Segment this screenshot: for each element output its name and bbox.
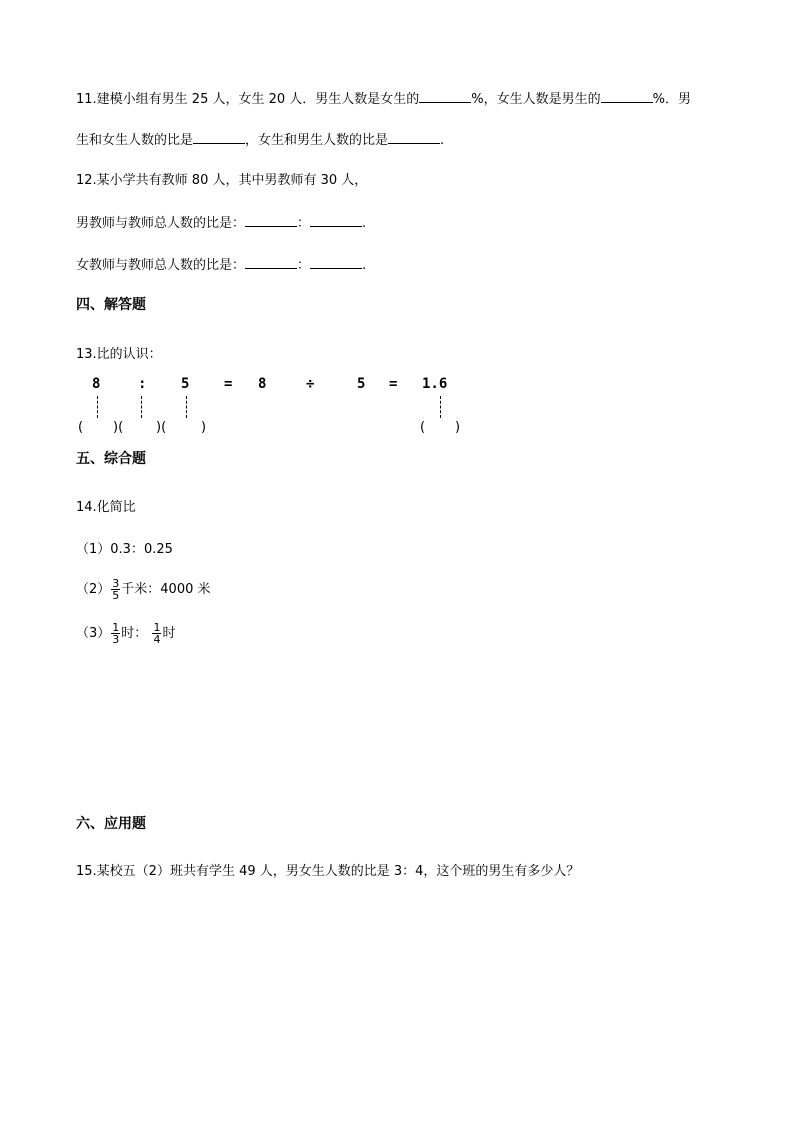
q11-blank-1[interactable]	[419, 88, 471, 103]
q12-female-blank-1[interactable]	[245, 254, 297, 269]
q13-dash-e	[440, 396, 441, 418]
q14-item3-fraction-1	[111, 622, 120, 645]
q11-text-d: 生和女生人数的比是	[76, 133, 194, 148]
q13-term-a: 8	[92, 376, 101, 392]
q14-item3-prefix: （3）	[76, 626, 111, 641]
q11-text-c: %．男	[652, 92, 692, 107]
section5-title: 五、综合题	[76, 451, 146, 467]
q15-text: 15.某校五（2）班共有学生 49 人，男女生人数的比是 3：4，这个班的男生有多少人？	[76, 864, 580, 879]
q13-paren-d: )	[201, 420, 207, 435]
q14-item2-fraction	[111, 578, 120, 601]
fraction-denominator: 5	[112, 589, 120, 602]
q14-item2-suffix: 千米：4000 米	[121, 582, 211, 597]
q13-ratio-sign: :	[138, 376, 147, 392]
q13-dash-b	[186, 396, 187, 418]
q13-divide-sign: ÷	[306, 376, 315, 392]
q12-male-label: 男教师与教师总人数的比是：	[76, 216, 246, 231]
q12-period-2: .	[362, 258, 367, 273]
fraction-numerator: 3	[112, 577, 120, 590]
q13-paren-c: )(	[156, 420, 167, 435]
q11-text-f: .	[440, 133, 445, 148]
q11-text-a: 11.建模小组有男生 25 人，女生 20 人．男生人数是女生的	[76, 92, 420, 107]
q12-female-blank-2[interactable]	[310, 254, 362, 269]
q13-term-c: 8	[258, 376, 267, 392]
q11-blank-4[interactable]	[388, 129, 440, 144]
q13-title: 13.比的认识：	[76, 347, 162, 362]
q14-item2-prefix: （2）	[76, 582, 111, 597]
q12-female-label: 女教师与教师总人数的比是：	[76, 258, 246, 273]
q11-text-e: ，女生和男生人数的比是	[245, 133, 389, 148]
q14-item3-suffix: 时	[162, 626, 176, 641]
q13-term-e: 1.6	[422, 376, 448, 392]
section4-title: 四、解答题	[76, 297, 146, 313]
q14-item1: （1）0.3：0.25	[76, 542, 173, 557]
fraction-denominator: 3	[112, 633, 120, 646]
q13-dash-a	[97, 396, 98, 418]
fraction-numerator: 1	[112, 621, 120, 634]
q14-item3-mid: 时：	[121, 626, 148, 641]
q12-female-line	[76, 254, 366, 276]
q13-paren-b: )(	[113, 420, 124, 435]
q12-intro: 12.某小学共有教师 80 人，其中男教师有 30 人，	[76, 173, 368, 188]
q12-period: .	[362, 216, 367, 231]
section6-title: 六、应用题	[76, 816, 146, 832]
q13-equals-1: =	[224, 376, 233, 392]
fraction-numerator: 1	[153, 621, 161, 634]
q13-term-d: 5	[357, 376, 366, 392]
q13-dash-colon	[141, 396, 142, 418]
q12-male-line	[76, 212, 366, 234]
q11-blank-2[interactable]	[601, 88, 653, 103]
q13-paren-f: )	[455, 420, 461, 435]
q11-line1	[76, 88, 691, 110]
q12-male-blank-1[interactable]	[245, 212, 297, 227]
q13-paren-a: (	[78, 420, 84, 435]
q13-term-b: 5	[181, 376, 190, 392]
q13-equals-2: =	[389, 376, 398, 392]
fraction-denominator: 4	[153, 633, 161, 646]
q11-text-b: %，女生人数是男生的	[471, 92, 601, 107]
q11-line2	[76, 129, 444, 151]
q14-item3-fraction-2	[152, 622, 161, 645]
q14-item2	[76, 578, 211, 601]
q11-blank-3[interactable]	[193, 129, 245, 144]
q14-title: 14.化简比	[76, 500, 136, 515]
q13-paren-e: (	[420, 420, 426, 435]
q12-colon-2: ：	[297, 258, 311, 273]
q12-colon: ：	[297, 216, 311, 231]
q12-male-blank-2[interactable]	[310, 212, 362, 227]
q14-item3	[76, 622, 175, 645]
